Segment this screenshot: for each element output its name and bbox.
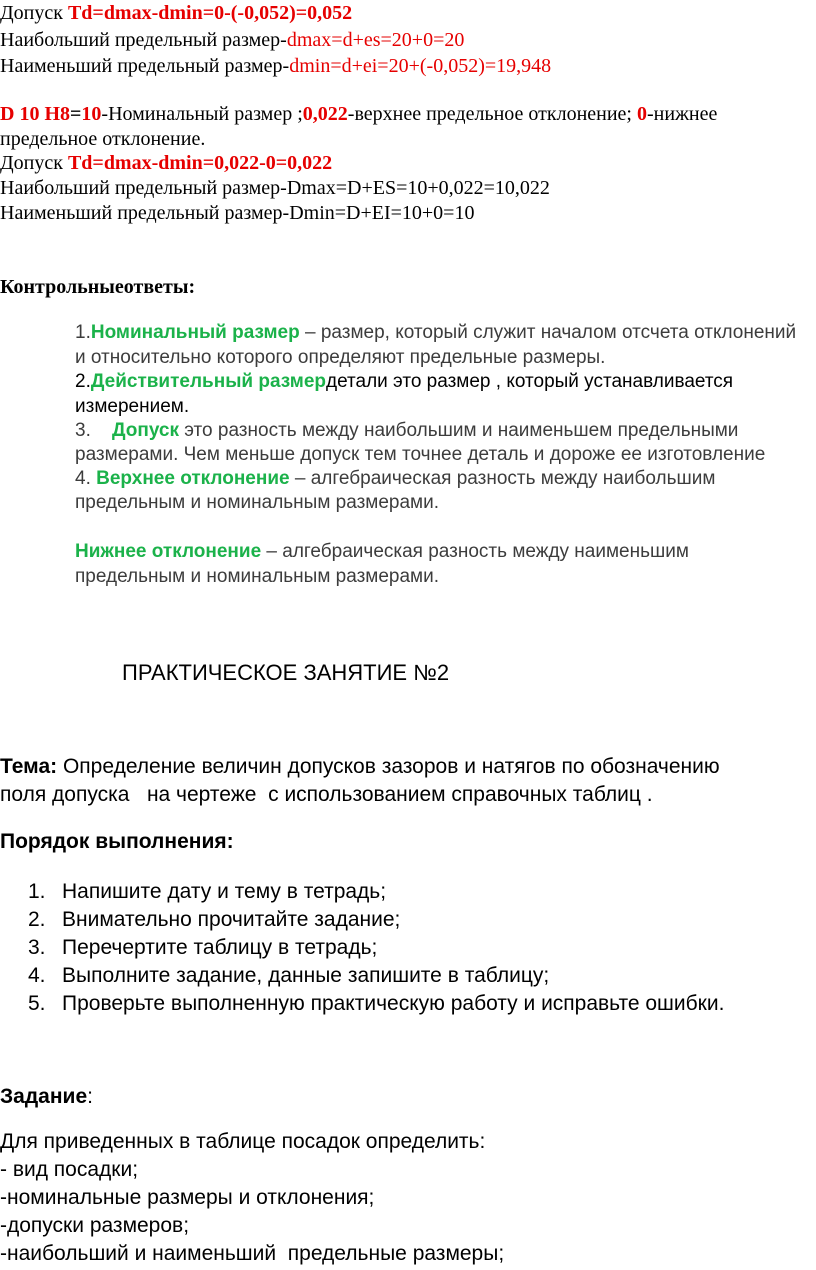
tolerance-line-2: Допуск Td=dmax-dmin=0,022-0=0,022	[0, 152, 333, 174]
answer-5-cont: предельным и номинальным размерами.	[75, 566, 440, 587]
answer-1-term: Номинальный размер	[90, 322, 300, 343]
max-size-formula-1: dmax=d+es=20+0=20	[286, 29, 465, 51]
max-size-line-1: Наибольший предельный размер-dmax=d+es=20+0=20	[0, 29, 465, 51]
tolerance-line-1: Допуск Td=dmax-dmin=0-(-0,052)=0,052	[0, 2, 353, 24]
nominal-size-value: 10	[81, 103, 102, 125]
answer-2: 2.Действительный размердетали это размер , который устанавливается	[75, 371, 734, 392]
answer-5-term: Нижнее отклонение	[75, 541, 262, 562]
lower-deviation-value: 0	[637, 103, 647, 125]
answer-4: 4. Верхнее отклонение – алгебраическая разность между наибольшим	[75, 468, 716, 489]
answer-3-term: Допуск	[111, 420, 179, 441]
answer-4-term: Верхнее отклонение	[96, 468, 290, 489]
step-item: 3. Перечертите таблицу в тетрадь;	[28, 936, 378, 959]
answer-3: 3. Допуск это разность между наибольшим и наименьшем предельными	[75, 420, 739, 441]
task-item: -номинальные размеры и отклонения;	[0, 1186, 375, 1209]
answer-1: 1.Номинальный размер – размер, который служит началом отсчета отклонений	[75, 322, 797, 343]
task-item: - вид посадки;	[0, 1158, 139, 1181]
task-item: -наибольший и наименьший предельные размеры;	[0, 1242, 505, 1265]
max-size-line-2: Наибольший предельный размер-Dmax=D+ES=10+0,022=10,022	[0, 177, 550, 199]
task-intro: Для приведенных в таблице посадок определить:	[0, 1130, 486, 1153]
tolerance-formula-1: Td=dmax-dmin=0-(-0,052)=0,052	[67, 2, 353, 24]
upper-deviation-value: 0,022	[302, 103, 348, 125]
fit-designation: D 10 H8	[0, 103, 70, 125]
min-size-line-2: Наименьший предельный размер-Dmin=D+EI=10+0=10	[0, 202, 475, 224]
fit-designation-cont: предельное отклонение.	[0, 128, 206, 150]
step-item: 4. Выполните задание, данные запишите в таблицу;	[28, 964, 550, 987]
min-size-line-1: Наименьший предельный размер-dmin=d+ei=20+(-0,052)=19,948	[0, 55, 552, 77]
task-item: -допуски размеров;	[0, 1214, 190, 1237]
order-heading: Порядок выполнения:	[0, 830, 234, 853]
step-item: 2. Внимательно прочитайте задание;	[28, 908, 401, 931]
step-item: 1. Напишите дату и тему в тетрадь;	[28, 880, 387, 903]
answer-2-cont: измерением.	[75, 396, 190, 417]
practice-title: ПРАКТИЧЕСКОЕ ЗАНЯТИЕ №2	[122, 660, 450, 685]
fit-designation-line: D 10 H8=10-Номинальный размер ;0,022-верхнее предельное отклонение; 0-нижнее	[0, 103, 718, 125]
tolerance-formula-2: Td=dmax-dmin=0,022-0=0,022	[67, 152, 333, 174]
answer-4-cont: предельным и номинальным размерами.	[75, 492, 440, 513]
step-item: 5. Проверьте выполненную практическую работу и исправьте ошибки.	[28, 992, 725, 1015]
topic-label: Тема:	[0, 755, 58, 778]
control-heading: Контрольныеответы:	[0, 276, 196, 298]
topic-line: Тема: Определение величин допусков зазоров и натягов по обозначению	[0, 755, 720, 778]
answer-3-cont: размерами. Чем меньше допуск тем точнее деталь и дороже ее изготовление	[75, 444, 766, 465]
task-heading: Задание:	[0, 1085, 93, 1108]
answer-1-cont: и относительно которого определяют предельные размеры.	[75, 347, 606, 368]
answer-5: Нижнее отклонение – алгебраическая разность между наименьшим	[75, 541, 689, 562]
topic-cont: поля допуска на чертеже с использованием справочных таблиц .	[0, 783, 653, 806]
min-size-formula-1: dmin=d+ei=20+(-0,052)=19,948	[289, 55, 552, 77]
answer-2-term: Действительный размер	[90, 371, 326, 392]
